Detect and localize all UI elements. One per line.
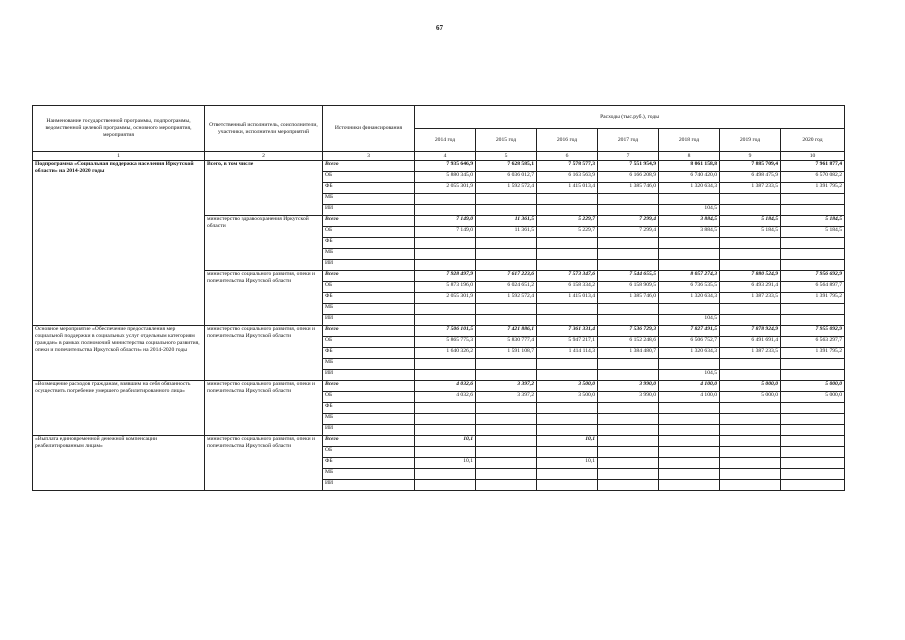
amount-cell <box>781 315 845 326</box>
amount-cell <box>476 359 537 370</box>
header-name: Наименование государственной программы, подпрограммы, ведомственной целевой программы, основного мероприятия, мероприятия <box>33 106 205 152</box>
amount-cell: 1 391 795,2 <box>781 348 845 359</box>
amount-cell: 6 498 475,9 <box>720 172 781 183</box>
amount-cell <box>598 414 659 425</box>
executor: министерство социального развития, опеки и попечительства Иркутской области <box>205 271 323 326</box>
amount-cell <box>720 194 781 205</box>
amount-cell <box>415 260 476 271</box>
amount-cell: 7 149,0 <box>415 216 476 227</box>
executor: Всего, в том числе <box>205 161 323 216</box>
amount-cell <box>415 304 476 315</box>
amount-cell: 5 947 217,1 <box>537 337 598 348</box>
amount-cell <box>415 315 476 326</box>
amount-cell <box>476 260 537 271</box>
amount-cell <box>720 447 781 458</box>
amount-cell <box>537 469 598 480</box>
amount-cell: 3 990,0 <box>598 392 659 403</box>
amount-cell: 5 184,5 <box>781 216 845 227</box>
amount-cell <box>537 480 598 491</box>
amount-cell <box>781 205 845 216</box>
amount-cell <box>476 205 537 216</box>
amount-cell <box>476 238 537 249</box>
amount-cell: 7 421 886,1 <box>476 326 537 337</box>
amount-cell: 6 570 082,2 <box>781 172 845 183</box>
amount-cell <box>537 205 598 216</box>
amount-cell <box>598 370 659 381</box>
funding-source: ИИ <box>323 205 415 216</box>
amount-cell: 1 387 233,5 <box>720 293 781 304</box>
amount-cell <box>659 194 720 205</box>
amount-cell: 6 166 208,9 <box>598 172 659 183</box>
amount-cell <box>659 403 720 414</box>
amount-cell <box>598 315 659 326</box>
amount-cell <box>720 469 781 480</box>
amount-cell <box>476 194 537 205</box>
amount-cell <box>720 304 781 315</box>
amount-cell: 7 956 692,9 <box>781 271 845 282</box>
amount-cell <box>720 436 781 447</box>
funding-source: ИИ <box>323 370 415 381</box>
amount-cell <box>598 425 659 436</box>
amount-cell: 7 961 877,4 <box>781 161 845 172</box>
amount-cell: 6 740 420,0 <box>659 172 720 183</box>
amount-cell <box>720 458 781 469</box>
amount-cell: 104,5 <box>659 315 720 326</box>
amount-cell: 1 415 013,4 <box>537 183 598 194</box>
program-name: «Возмещение расходов гражданам, взявшим на себя обязанность осуществить погребение умершего реабилитированного лица» <box>33 381 205 436</box>
amount-cell <box>598 436 659 447</box>
amount-cell: 6 163 563,9 <box>537 172 598 183</box>
header-source: Источники финансирования <box>323 106 415 152</box>
amount-cell <box>659 304 720 315</box>
amount-cell <box>720 359 781 370</box>
amount-cell <box>476 249 537 260</box>
executor: министерство социального развития, опеки и попечительства Иркутской области <box>205 381 323 436</box>
amount-cell <box>598 403 659 414</box>
amount-cell <box>781 370 845 381</box>
funding-source: ФБ <box>323 183 415 194</box>
amount-cell: 8 061 158,8 <box>659 161 720 172</box>
amount-cell: 5 000,0 <box>781 381 845 392</box>
amount-cell: 7 827 491,5 <box>659 326 720 337</box>
amount-cell <box>537 304 598 315</box>
amount-cell: 5 229,7 <box>537 227 598 238</box>
funding-source: ФБ <box>323 238 415 249</box>
amount-cell: 1 591 108,7 <box>476 348 537 359</box>
page-number: 67 <box>436 24 443 32</box>
funding-source: МБ <box>323 469 415 480</box>
program-name: Подпрограмма «Социальная поддержка населения Иркутской области» на 2014-2020 годы <box>33 161 205 326</box>
year-header: 2016 год <box>537 129 598 152</box>
amount-cell <box>781 458 845 469</box>
header-executor: Ответственный исполнитель, соисполнители, участники, исполнители мероприятий <box>205 106 323 152</box>
column-numbers-row <box>33 152 845 161</box>
table-row <box>33 326 845 337</box>
amount-cell: 7 506 101,5 <box>415 326 476 337</box>
amount-cell <box>781 447 845 458</box>
amount-cell <box>659 249 720 260</box>
amount-cell: 7 878 924,9 <box>720 326 781 337</box>
table-row <box>33 161 845 172</box>
funding-source: ОБ <box>323 172 415 183</box>
amount-cell <box>659 436 720 447</box>
amount-cell <box>781 436 845 447</box>
amount-cell <box>415 447 476 458</box>
funding-source: ИИ <box>323 480 415 491</box>
program-name: Основное мероприятие «Обеспечение предоставления мер социальной поддержки в социальных услуг отдельным категориям граждан» в рамках полномочий министерства социального развития, опеки и попечительства Иркутской области» на 2014-2020 годы <box>33 326 205 381</box>
amount-cell <box>659 414 720 425</box>
amount-cell: 10,1 <box>415 436 476 447</box>
amount-cell: 3 990,0 <box>598 381 659 392</box>
amount-cell: 1 391 795,2 <box>781 293 845 304</box>
funding-source: ИИ <box>323 315 415 326</box>
funding-source: ИИ <box>323 425 415 436</box>
amount-cell: 5 229,7 <box>537 216 598 227</box>
amount-cell: 7 149,0 <box>415 227 476 238</box>
column-number: 5 <box>476 152 537 161</box>
amount-cell: 1 384 480,7 <box>598 348 659 359</box>
amount-cell <box>720 315 781 326</box>
amount-cell: 104,5 <box>659 205 720 216</box>
amount-cell: 3 500,0 <box>537 392 598 403</box>
amount-cell <box>537 359 598 370</box>
header-expenses: Расходы (тыс.руб.), годы <box>415 106 845 129</box>
amount-cell: 1 391 795,2 <box>781 183 845 194</box>
amount-cell: 5 000,0 <box>720 381 781 392</box>
amount-cell: 10,1 <box>415 458 476 469</box>
amount-cell <box>537 238 598 249</box>
amount-cell: 1 414 114,3 <box>537 348 598 359</box>
funding-source: МБ <box>323 359 415 370</box>
amount-cell <box>659 238 720 249</box>
amount-cell <box>415 403 476 414</box>
amount-cell: 3 884,5 <box>659 227 720 238</box>
amount-cell: 6 158 334,2 <box>537 282 598 293</box>
amount-cell <box>415 249 476 260</box>
amount-cell: 4 100,0 <box>659 381 720 392</box>
amount-cell <box>720 249 781 260</box>
column-number: 6 <box>537 152 598 161</box>
year-header: 2019 год <box>720 129 781 152</box>
amount-cell <box>781 359 845 370</box>
amount-cell <box>659 480 720 491</box>
amount-cell <box>659 359 720 370</box>
amount-cell: 6 024 651,2 <box>476 282 537 293</box>
funding-source: ФБ <box>323 458 415 469</box>
funding-source: ФБ <box>323 293 415 304</box>
amount-cell <box>415 414 476 425</box>
amount-cell <box>415 238 476 249</box>
amount-cell <box>476 370 537 381</box>
funding-source: Всего <box>323 216 415 227</box>
amount-cell <box>598 480 659 491</box>
amount-cell: 1 385 746,0 <box>598 293 659 304</box>
amount-cell: 7 578 577,3 <box>537 161 598 172</box>
year-header: 2015 год <box>476 129 537 152</box>
amount-cell: 1 415 013,4 <box>537 293 598 304</box>
amount-cell <box>720 414 781 425</box>
amount-cell: 6 736 535,5 <box>659 282 720 293</box>
amount-cell: 7 880 524,9 <box>720 271 781 282</box>
year-header: 2014 год <box>415 129 476 152</box>
amount-cell <box>476 315 537 326</box>
amount-cell: 2 055 301,9 <box>415 293 476 304</box>
year-header: 2017 год <box>598 129 659 152</box>
funding-source: ОБ <box>323 282 415 293</box>
amount-cell: 7 299,4 <box>598 227 659 238</box>
amount-cell <box>537 403 598 414</box>
executor: министерство здравоохранения Иркутской области <box>205 216 323 271</box>
amount-cell <box>598 458 659 469</box>
column-number: 8 <box>659 152 720 161</box>
column-number: 10 <box>781 152 845 161</box>
amount-cell: 3 397,2 <box>476 392 537 403</box>
amount-cell: 6 506 752,7 <box>659 337 720 348</box>
amount-cell: 7 885 709,4 <box>720 161 781 172</box>
amount-cell: 2 055 301,9 <box>415 183 476 194</box>
amount-cell <box>476 480 537 491</box>
amount-cell: 8 057 274,3 <box>659 271 720 282</box>
table-row <box>33 381 845 392</box>
amount-cell: 1 385 746,0 <box>598 183 659 194</box>
amount-cell: 3 500,0 <box>537 381 598 392</box>
amount-cell <box>537 249 598 260</box>
amount-cell: 7 935 646,9 <box>415 161 476 172</box>
amount-cell <box>415 480 476 491</box>
amount-cell: 7 928 497,9 <box>415 271 476 282</box>
amount-cell: 3 884,5 <box>659 216 720 227</box>
amount-cell: 5 184,5 <box>781 227 845 238</box>
amount-cell <box>415 425 476 436</box>
amount-cell <box>781 414 845 425</box>
amount-cell <box>720 403 781 414</box>
amount-cell <box>476 436 537 447</box>
amount-cell <box>476 447 537 458</box>
amount-cell <box>476 425 537 436</box>
funding-source: ФБ <box>323 348 415 359</box>
amount-cell <box>476 469 537 480</box>
funding-source: ОБ <box>323 337 415 348</box>
amount-cell: 5 830 777,4 <box>476 337 537 348</box>
amount-cell: 7 551 954,9 <box>598 161 659 172</box>
amount-cell: 7 573 347,6 <box>537 271 598 282</box>
amount-cell <box>415 359 476 370</box>
amount-cell <box>720 370 781 381</box>
amount-cell <box>598 359 659 370</box>
amount-cell: 6 564 897,7 <box>781 282 845 293</box>
amount-cell <box>659 425 720 436</box>
amount-cell <box>781 238 845 249</box>
amount-cell: 4 032,6 <box>415 392 476 403</box>
year-header: 2020 год <box>781 129 845 152</box>
amount-cell <box>415 205 476 216</box>
amount-cell <box>537 194 598 205</box>
column-number: 4 <box>415 152 476 161</box>
amount-cell <box>537 414 598 425</box>
amount-cell <box>598 447 659 458</box>
amount-cell: 5 873 196,0 <box>415 282 476 293</box>
amount-cell <box>781 469 845 480</box>
amount-cell: 1 640 326,2 <box>415 348 476 359</box>
amount-cell: 6 491 691,4 <box>720 337 781 348</box>
amount-cell: 4 100,0 <box>659 392 720 403</box>
funding-source: Всего <box>323 161 415 172</box>
amount-cell <box>476 403 537 414</box>
amount-cell <box>476 304 537 315</box>
amount-cell <box>781 425 845 436</box>
year-header: 2018 год <box>659 129 720 152</box>
amount-cell <box>537 260 598 271</box>
amount-cell <box>781 194 845 205</box>
amount-cell <box>598 205 659 216</box>
amount-cell: 5 865 775,3 <box>415 337 476 348</box>
funding-source: Всего <box>323 271 415 282</box>
column-number: 2 <box>205 152 323 161</box>
amount-cell <box>415 370 476 381</box>
amount-cell: 5 184,5 <box>720 216 781 227</box>
amount-cell: 7 361 331,4 <box>537 326 598 337</box>
amount-cell <box>415 194 476 205</box>
amount-cell: 11 361,5 <box>476 216 537 227</box>
amount-cell: 11 361,5 <box>476 227 537 238</box>
amount-cell <box>598 194 659 205</box>
amount-cell <box>781 403 845 414</box>
amount-cell <box>659 260 720 271</box>
amount-cell: 7 299,4 <box>598 216 659 227</box>
amount-cell: 6 563 297,7 <box>781 337 845 348</box>
amount-cell <box>598 469 659 480</box>
amount-cell: 5 000,0 <box>781 392 845 403</box>
amount-cell: 7 544 655,5 <box>598 271 659 282</box>
funding-source: ОБ <box>323 392 415 403</box>
amount-cell: 5 184,5 <box>720 227 781 238</box>
amount-cell <box>537 370 598 381</box>
amount-cell: 7 536 729,3 <box>598 326 659 337</box>
table-row <box>33 436 845 447</box>
amount-cell: 10,1 <box>537 436 598 447</box>
amount-cell <box>781 260 845 271</box>
amount-cell <box>781 304 845 315</box>
amount-cell <box>598 249 659 260</box>
amount-cell <box>537 315 598 326</box>
funding-source: ФБ <box>323 403 415 414</box>
amount-cell <box>598 304 659 315</box>
executor: министерство социального развития, опеки и попечительства Иркутской области <box>205 436 323 491</box>
funding-source: ИИ <box>323 260 415 271</box>
amount-cell: 3 397,2 <box>476 381 537 392</box>
amount-cell <box>476 458 537 469</box>
amount-cell <box>720 480 781 491</box>
amount-cell <box>720 238 781 249</box>
column-number: 9 <box>720 152 781 161</box>
amount-cell: 6 158 909,5 <box>598 282 659 293</box>
funding-source: ОБ <box>323 227 415 238</box>
amount-cell <box>659 458 720 469</box>
amount-cell: 4 032,6 <box>415 381 476 392</box>
amount-cell <box>659 469 720 480</box>
amount-cell <box>598 260 659 271</box>
amount-cell: 10,1 <box>537 458 598 469</box>
header-row <box>33 106 845 129</box>
executor: министерство социального развития, опеки и попечительства Иркутской области <box>205 326 323 381</box>
amount-cell <box>537 425 598 436</box>
amount-cell: 1 320 634,3 <box>659 183 720 194</box>
amount-cell: 1 592 572,4 <box>476 183 537 194</box>
amount-cell <box>537 447 598 458</box>
amount-cell: 1 592 572,4 <box>476 293 537 304</box>
funding-source: Всего <box>323 326 415 337</box>
funding-source: МБ <box>323 304 415 315</box>
amount-cell <box>659 447 720 458</box>
amount-cell: 104,5 <box>659 370 720 381</box>
amount-cell <box>781 249 845 260</box>
funding-source: МБ <box>323 414 415 425</box>
amount-cell <box>720 205 781 216</box>
column-number: 3 <box>323 152 415 161</box>
amount-cell: 6 152 248,6 <box>598 337 659 348</box>
amount-cell: 7 617 223,6 <box>476 271 537 282</box>
amount-cell: 7 628 585,1 <box>476 161 537 172</box>
column-number: 1 <box>33 152 205 161</box>
amount-cell: 6 493 291,4 <box>720 282 781 293</box>
program-name: «Выплата единовременной денежной компенсации реабилитированным лицам» <box>33 436 205 491</box>
amount-cell: 5 000,0 <box>720 392 781 403</box>
amount-cell <box>720 425 781 436</box>
amount-cell: 1 320 634,3 <box>659 293 720 304</box>
amount-cell: 5 880 345,0 <box>415 172 476 183</box>
table-body <box>33 161 845 491</box>
funding-source: Всего <box>323 436 415 447</box>
amount-cell: 1 387 233,5 <box>720 348 781 359</box>
amount-cell <box>415 469 476 480</box>
expenses-table <box>32 105 845 491</box>
amount-cell: 6 036 012,7 <box>476 172 537 183</box>
funding-source: ОБ <box>323 447 415 458</box>
funding-source: Всего <box>323 381 415 392</box>
amount-cell <box>720 260 781 271</box>
amount-cell <box>598 238 659 249</box>
amount-cell <box>781 480 845 491</box>
amount-cell <box>476 414 537 425</box>
amount-cell: 1 320 634,3 <box>659 348 720 359</box>
amount-cell: 7 955 092,9 <box>781 326 845 337</box>
funding-source: МБ <box>323 249 415 260</box>
column-number: 7 <box>598 152 659 161</box>
amount-cell: 1 387 233,5 <box>720 183 781 194</box>
funding-source: МБ <box>323 194 415 205</box>
